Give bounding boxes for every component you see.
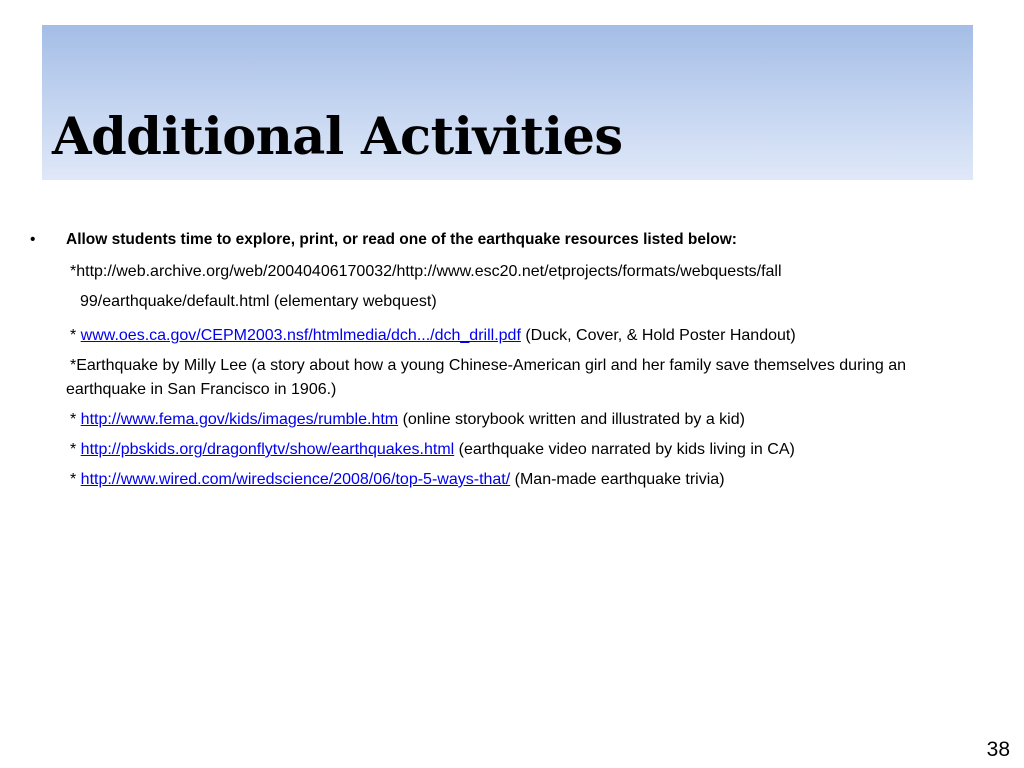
wired-prefix: * <box>70 471 81 488</box>
resource-pbs <box>22 438 1002 462</box>
resource-archive-continued <box>22 290 1002 314</box>
bullet-icon: • <box>30 231 36 248</box>
bullet-text: Allow students time to explore, print, or read one of the earthquake resources listed below: <box>66 231 737 248</box>
archive-url-line-1: *http://web.archive.org/web/20040406170032/http://www.esc20.net/etprojects/formats/webquests/fall <box>70 263 782 280</box>
page-number: 38 <box>986 738 1010 761</box>
resource-wired <box>22 468 1002 492</box>
resource-archive <box>22 260 1002 284</box>
pbs-link[interactable]: http://pbskids.org/dragonflytv/show/earthquakes.html <box>80 441 455 458</box>
fema-link[interactable]: http://www.fema.gov/kids/images/rumble.htm <box>80 411 399 428</box>
resource-fema <box>22 408 1002 432</box>
book-description: *Earthquake by Milly Lee (a story about how a young Chinese-American girl and her family save themselves during an earthquake in San Francisco in 1906.) <box>66 357 906 398</box>
wired-description: (Man-made earthquake trivia) <box>510 471 725 488</box>
archive-url-line-2: 99/earthquake/default.html (elementary webquest) <box>80 293 437 310</box>
resource-book <box>22 354 926 402</box>
slide-title: Additional Activities <box>52 107 623 167</box>
fema-prefix: * <box>70 411 81 428</box>
pbs-prefix: * <box>70 441 81 458</box>
resource-oes <box>22 324 966 348</box>
oes-description: (Duck, Cover, & Hold Poster Handout) <box>520 327 796 344</box>
oes-link[interactable]: www.oes.ca.gov/CEPM2003.nsf/htmlmedia/dch.../dch_drill.pdf <box>80 327 521 344</box>
title-band <box>42 25 973 180</box>
bullet-item <box>22 226 1002 254</box>
slide-body <box>22 226 1002 492</box>
fema-description: (online storybook written and illustrated by a kid) <box>398 411 745 428</box>
oes-prefix: * <box>70 327 81 344</box>
wired-link[interactable]: http://www.wired.com/wiredscience/2008/06/top-5-ways-that/ <box>80 471 511 488</box>
pbs-description: (earthquake video narrated by kids living in CA) <box>454 441 795 458</box>
